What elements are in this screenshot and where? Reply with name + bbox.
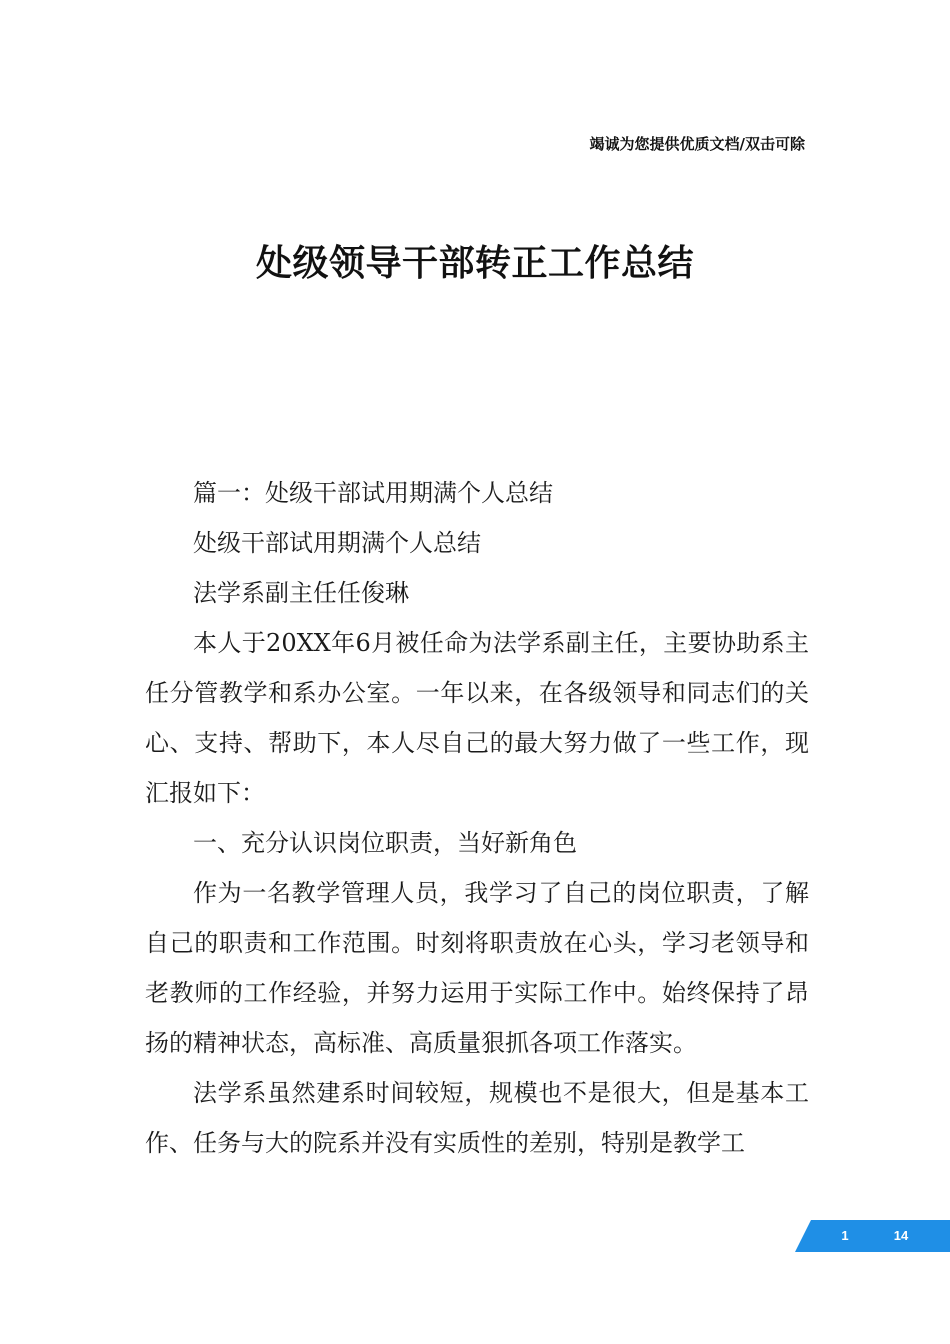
paragraph-subtitle: 处级干部试用期满个人总结: [193, 529, 481, 557]
page-indicator-band: [795, 1220, 950, 1252]
header-note: 竭诚为您提供优质文档/双击可除: [589, 135, 805, 153]
page-indicator-shape: [795, 1220, 950, 1252]
paragraph-intro: 本人于20XX年6月被任命为法学系副主任，主要协助系主任分管教学和系办公室。一年以来，在各级领导和同志们的关心、支持、帮助下，本人尽自己的最大努力做了一些工作，现汇报如下：: [145, 629, 809, 807]
page-total-number: 14: [893, 1228, 909, 1243]
paragraph-continued: 法学系虽然建系时间较短，规模也不是很大，但是基本工作、任务与大的院系并没有实质性的差别，特别是教学工: [145, 1079, 809, 1157]
document-title: 处级领导干部转正工作总结: [255, 243, 694, 284]
paragraph-author: 法学系副主任任俊琳: [193, 579, 409, 607]
page-current-number: 1: [841, 1228, 849, 1243]
document-body: [145, 468, 809, 1168]
paragraph-section-heading: 篇一：处级干部试用期满个人总结: [193, 479, 553, 507]
paragraph-point-one-body: 作为一名教学管理人员，我学习了自己的岗位职责，了解自己的职责和工作范围。时刻将职责放在心头，学习老领导和老教师的工作经验，并努力运用于实际工作中。始终保持了昂扬的精神状态，高标准、高质量狠抓各项工作落实。: [145, 879, 809, 1057]
paragraph-point-one-heading: 一、充分认识岗位职责，当好新角色: [193, 829, 577, 857]
